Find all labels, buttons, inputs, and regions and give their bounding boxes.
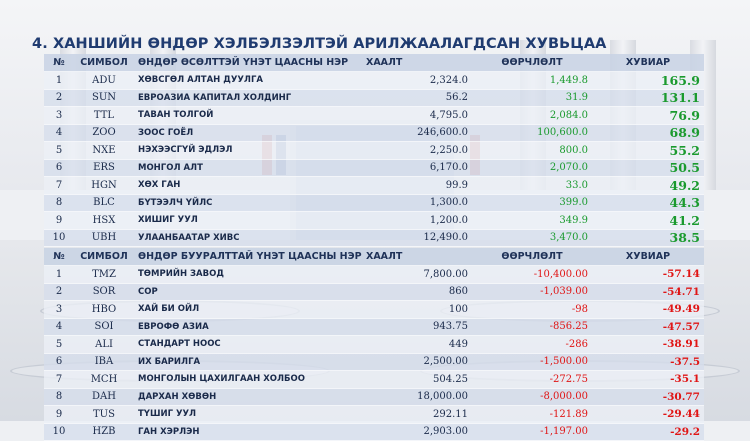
close-price-cell: 943.75 xyxy=(362,318,472,336)
row-number: 5 xyxy=(44,336,74,354)
header-percent: ХУВИАР xyxy=(592,248,704,266)
symbol-cell: SUN xyxy=(74,89,134,107)
security-name-cell: ЕВРОАЗИА КАПИТАЛ ХОЛДИНГ xyxy=(134,89,362,107)
symbol-cell: ADU xyxy=(74,72,134,90)
symbol-cell: TTL xyxy=(74,107,134,125)
security-name-cell: СТАНДАРТ НООС xyxy=(134,336,362,354)
row-number: 7 xyxy=(44,177,74,195)
row-number: 2 xyxy=(44,89,74,107)
close-price-cell: 860 xyxy=(362,283,472,301)
close-price-cell: 4,795.0 xyxy=(362,107,472,125)
table-row xyxy=(44,159,704,177)
close-price-cell: 6,170.0 xyxy=(362,159,472,177)
row-number: 7 xyxy=(44,371,74,389)
row-number: 3 xyxy=(44,107,74,125)
table-row xyxy=(44,89,704,107)
change-cell: 100,600.0 xyxy=(472,124,592,142)
losers-table xyxy=(44,248,704,441)
gainers-header-row xyxy=(44,54,704,72)
change-cell: 2,084.0 xyxy=(472,107,592,125)
table-row xyxy=(44,266,704,284)
symbol-cell: SOI xyxy=(74,318,134,336)
row-number: 6 xyxy=(44,159,74,177)
table-row xyxy=(44,388,704,406)
change-cell: -10,400.00 xyxy=(472,266,592,284)
close-price-cell: 1,300.0 xyxy=(362,194,472,212)
percent-cell: -35.1 xyxy=(592,371,704,389)
symbol-cell: TUS xyxy=(74,406,134,424)
header-close: ХААЛТ xyxy=(362,54,472,72)
security-name-cell: ХӨХ ГАН xyxy=(134,177,362,195)
table-row xyxy=(44,423,704,441)
table-row xyxy=(44,229,704,247)
symbol-cell: HGN xyxy=(74,177,134,195)
percent-cell: 68.9 xyxy=(592,124,704,142)
change-cell: -121.89 xyxy=(472,406,592,424)
header-number: № xyxy=(44,54,74,72)
table-row xyxy=(44,72,704,90)
change-cell: 1,449.8 xyxy=(472,72,592,90)
symbol-cell: DAH xyxy=(74,388,134,406)
symbol-cell: HSX xyxy=(74,212,134,230)
symbol-cell: SOR xyxy=(74,283,134,301)
close-price-cell: 99.9 xyxy=(362,177,472,195)
security-name-cell: ДАРХАН ХӨВӨН xyxy=(134,388,362,406)
close-price-cell: 246,600.0 xyxy=(362,124,472,142)
row-number: 10 xyxy=(44,229,74,247)
table-row xyxy=(44,212,704,230)
symbol-cell: MCH xyxy=(74,371,134,389)
row-number: 2 xyxy=(44,283,74,301)
header-name: ӨНДӨР БУУРАЛТТАЙ ҮНЭТ ЦААСНЫ НЭР xyxy=(134,248,362,266)
percent-cell: 41.2 xyxy=(592,212,704,230)
percent-cell: -29.44 xyxy=(592,406,704,424)
security-name-cell: ХАЙ БИ ОЙЛ xyxy=(134,301,362,319)
symbol-cell: ERS xyxy=(74,159,134,177)
symbol-cell: NXE xyxy=(74,142,134,160)
close-price-cell: 100 xyxy=(362,301,472,319)
change-cell: 349.9 xyxy=(472,212,592,230)
percent-cell: 44.3 xyxy=(592,194,704,212)
header-close: ХААЛТ xyxy=(362,248,472,266)
row-number: 6 xyxy=(44,353,74,371)
change-cell: -98 xyxy=(472,301,592,319)
change-cell: -1,039.00 xyxy=(472,283,592,301)
percent-cell: 131.1 xyxy=(592,89,704,107)
close-price-cell: 449 xyxy=(362,336,472,354)
close-price-cell: 2,250.0 xyxy=(362,142,472,160)
percent-cell: 165.9 xyxy=(592,72,704,90)
percent-cell: 49.2 xyxy=(592,177,704,195)
table-row xyxy=(44,107,704,125)
security-name-cell: НЭХЭЭСГҮЙ ЭДЛЭЛ xyxy=(134,142,362,160)
table-row xyxy=(44,124,704,142)
change-cell: -856.25 xyxy=(472,318,592,336)
header-name: ӨНДӨР ӨСӨЛТТЭЙ ҮНЭТ ЦААСНЫ НЭР xyxy=(134,54,362,72)
percent-cell: -47.57 xyxy=(592,318,704,336)
table-row xyxy=(44,142,704,160)
change-cell: -8,000.00 xyxy=(472,388,592,406)
row-number: 8 xyxy=(44,388,74,406)
symbol-cell: UBH xyxy=(74,229,134,247)
header-change: ӨӨРЧЛӨЛТ xyxy=(472,54,592,72)
close-price-cell: 2,903.00 xyxy=(362,423,472,441)
close-price-cell: 2,500.00 xyxy=(362,353,472,371)
symbol-cell: HBO xyxy=(74,301,134,319)
close-price-cell: 1,200.0 xyxy=(362,212,472,230)
row-number: 1 xyxy=(44,72,74,90)
table-row xyxy=(44,283,704,301)
row-number: 4 xyxy=(44,124,74,142)
row-number: 9 xyxy=(44,406,74,424)
close-price-cell: 12,490.0 xyxy=(362,229,472,247)
close-price-cell: 292.11 xyxy=(362,406,472,424)
symbol-cell: IBA xyxy=(74,353,134,371)
table-row xyxy=(44,177,704,195)
row-number: 1 xyxy=(44,266,74,284)
table-row xyxy=(44,353,704,371)
close-price-cell: 7,800.00 xyxy=(362,266,472,284)
security-name-cell: ГАН ХЭРЛЭН xyxy=(134,423,362,441)
close-price-cell: 56.2 xyxy=(362,89,472,107)
change-cell: 33.0 xyxy=(472,177,592,195)
percent-cell: -57.14 xyxy=(592,266,704,284)
table-row xyxy=(44,371,704,389)
security-name-cell: ИХ БАРИЛГА xyxy=(134,353,362,371)
table-row xyxy=(44,318,704,336)
security-name-cell: ТӨМРИЙН ЗАВОД xyxy=(134,266,362,284)
symbol-cell: ALI xyxy=(74,336,134,354)
losers-header-row xyxy=(44,248,704,266)
percent-cell: 76.9 xyxy=(592,107,704,125)
percent-cell: 50.5 xyxy=(592,159,704,177)
percent-cell: -49.49 xyxy=(592,301,704,319)
header-symbol: СИМБОЛ xyxy=(74,248,134,266)
percent-cell: -54.71 xyxy=(592,283,704,301)
security-name-cell: МОНГОЛ АЛТ xyxy=(134,159,362,177)
table-row xyxy=(44,194,704,212)
percent-cell: -29.2 xyxy=(592,423,704,441)
change-cell: 800.0 xyxy=(472,142,592,160)
symbol-cell: ZOO xyxy=(74,124,134,142)
symbol-cell: BLC xyxy=(74,194,134,212)
row-number: 3 xyxy=(44,301,74,319)
security-name-cell: МОНГОЛЫН ЦАХИЛГААН ХОЛБОО xyxy=(134,371,362,389)
percent-cell: 38.5 xyxy=(592,229,704,247)
change-cell: -272.75 xyxy=(472,371,592,389)
security-name-cell: ХӨВСГӨЛ АЛТАН ДУУЛГА xyxy=(134,72,362,90)
table-row xyxy=(44,406,704,424)
change-cell: -286 xyxy=(472,336,592,354)
header-number: № xyxy=(44,248,74,266)
header-percent: ХУВИАР xyxy=(592,54,704,72)
percent-cell: -37.5 xyxy=(592,353,704,371)
security-name-cell: ХИШИГ УУЛ xyxy=(134,212,362,230)
security-name-cell: БҮТЭЭЛЧ ҮЙЛС xyxy=(134,194,362,212)
change-cell: -1,197.00 xyxy=(472,423,592,441)
security-name-cell: ТАВАН ТОЛГОЙ xyxy=(134,107,362,125)
row-number: 5 xyxy=(44,142,74,160)
close-price-cell: 2,324.0 xyxy=(362,72,472,90)
change-cell: 2,070.0 xyxy=(472,159,592,177)
symbol-cell: HZB xyxy=(74,423,134,441)
page-title: 4. ХАНШИЙН ӨНДӨР ХЭЛБЭЛЗЭЛТЭЙ АРИЛЖААЛАГДСАН ХУВЬЦАА xyxy=(32,36,607,52)
table-row xyxy=(44,336,704,354)
security-name-cell: УЛААНБААТАР ХИВС xyxy=(134,229,362,247)
percent-cell: -30.77 xyxy=(592,388,704,406)
row-number: 10 xyxy=(44,423,74,441)
security-name-cell: ТҮШИГ УУЛ xyxy=(134,406,362,424)
header-change: ӨӨРЧЛӨЛТ xyxy=(472,248,592,266)
percent-cell: -38.91 xyxy=(592,336,704,354)
row-number: 8 xyxy=(44,194,74,212)
change-cell: -1,500.00 xyxy=(472,353,592,371)
symbol-cell: TMZ xyxy=(74,266,134,284)
change-cell: 31.9 xyxy=(472,89,592,107)
change-cell: 3,470.0 xyxy=(472,229,592,247)
close-price-cell: 18,000.00 xyxy=(362,388,472,406)
header-symbol: СИМБОЛ xyxy=(74,54,134,72)
row-number: 9 xyxy=(44,212,74,230)
close-price-cell: 504.25 xyxy=(362,371,472,389)
gainers-table xyxy=(44,54,704,247)
security-name-cell: ЗООС ГОЁЛ xyxy=(134,124,362,142)
row-number: 4 xyxy=(44,318,74,336)
table-row xyxy=(44,301,704,319)
security-name-cell: СОР xyxy=(134,283,362,301)
security-name-cell: ЕВРОФӨ АЗИА xyxy=(134,318,362,336)
percent-cell: 55.2 xyxy=(592,142,704,160)
change-cell: 399.0 xyxy=(472,194,592,212)
